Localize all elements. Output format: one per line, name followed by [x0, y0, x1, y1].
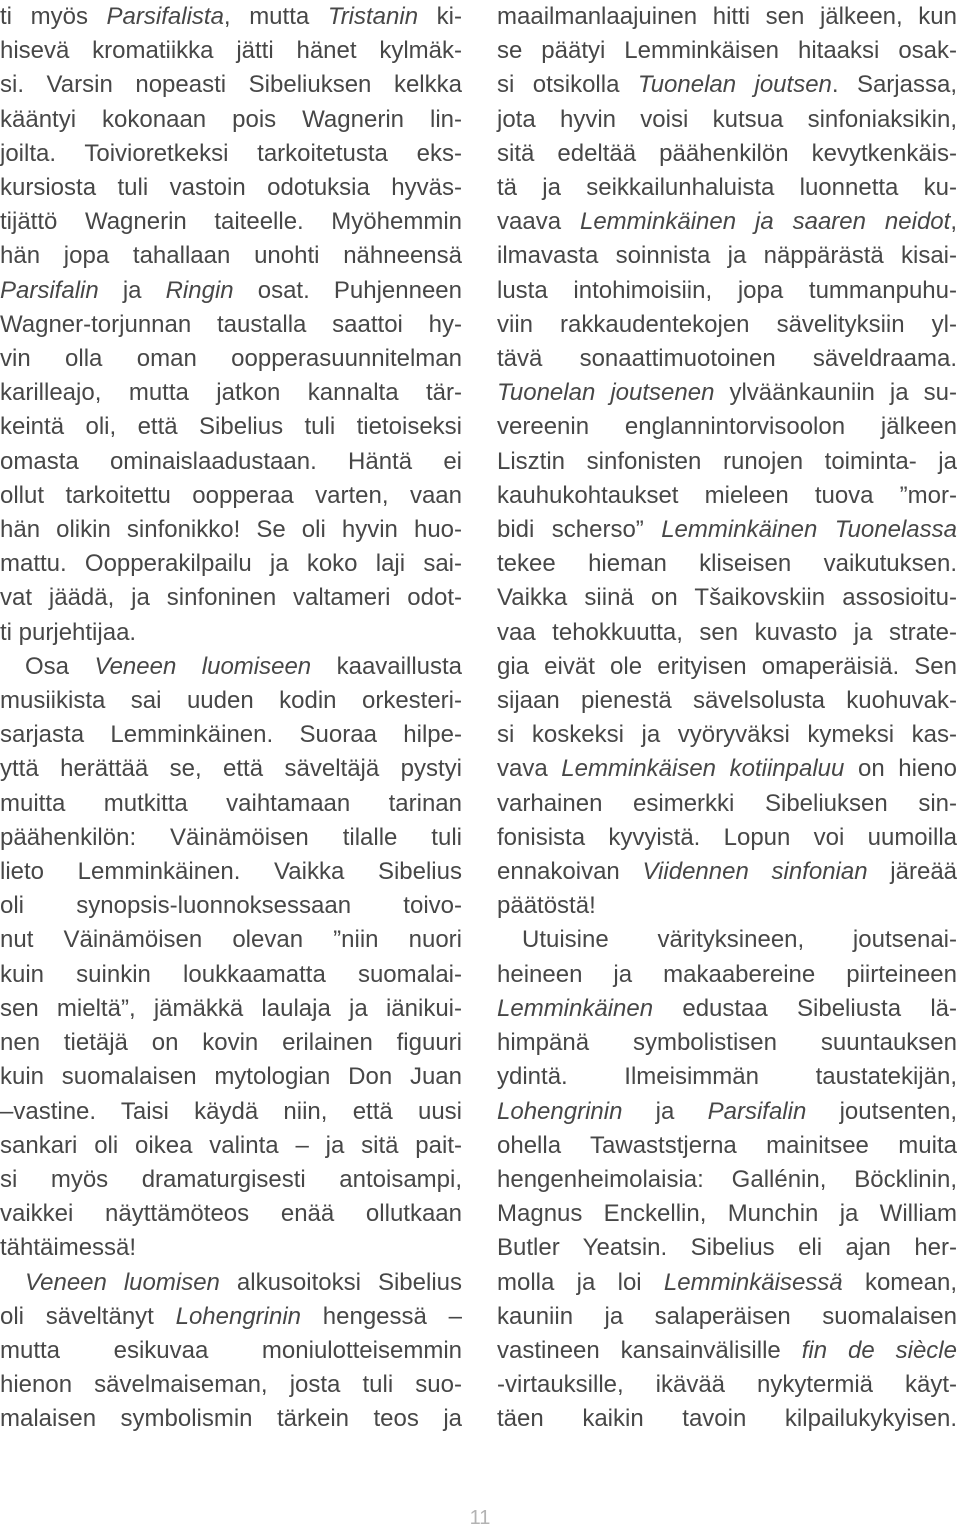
text-run: malaisen symbolismin tärkein teos ja	[0, 1405, 462, 1433]
text-run: päähenkilön: Väinämöisen tilalle tuli	[0, 823, 462, 851]
text-line	[0, 171, 462, 205]
text-run: ydintä. Ilmeisimmän taustatekijän,	[497, 1063, 957, 1091]
text-line	[497, 205, 957, 239]
text-run: kääntyi kokonaan pois Wagnerin lin-	[0, 105, 462, 133]
text-line	[497, 308, 957, 342]
text-run: vaikkei näyttämöteos enää ollutkaan	[0, 1200, 462, 1228]
text-run: järeää	[867, 858, 958, 886]
text-run: ilmavasta soinnista ja näppärästä kisai-	[497, 242, 957, 270]
text-run: lieto Lemminkäinen. Vaikka Sibelius	[0, 858, 462, 886]
text-run: hisevä kromatiikka jätti hänet kylmäk-	[0, 37, 462, 65]
text-run: tijättö Wagnerin taiteelle. Myöhemmin	[0, 208, 462, 236]
text-line	[497, 889, 957, 923]
text-run: gia eivät ole erityisen omaperäisiä. Sen	[497, 652, 957, 680]
text-line	[497, 513, 957, 547]
text-run: maailmanlaajuinen hitti sen jälkeen, kun	[497, 3, 957, 30]
text-run: sankari oli oikea valinta – ja sitä pait-	[0, 1131, 462, 1159]
text-line	[0, 547, 462, 581]
text-line	[0, 684, 462, 718]
text-line	[497, 547, 957, 581]
text-run: edustaa Sibeliusta lä-	[653, 994, 957, 1022]
text-run: Lisztin sinfonisten runojen toiminta- ja	[497, 447, 957, 475]
text-run: hän jopa tahallaan unohti nähneensä	[0, 242, 462, 270]
text-run: mattu. Oopperakilpailu ja koko laji sai-	[0, 550, 462, 578]
text-line	[0, 1368, 462, 1402]
text-run: on hieno	[844, 755, 957, 783]
text-line	[497, 1129, 957, 1163]
text-run: vereenin englannintorvisoolon jälkeen	[497, 413, 957, 441]
text-run: omasta ominaislaadustaan. Häntä ei	[0, 447, 462, 475]
text-line	[0, 376, 462, 410]
italic-title: Lemminkäisessä	[663, 1268, 843, 1296]
text-line	[0, 718, 462, 752]
italic-title: Parsifalista	[106, 3, 224, 30]
text-line	[0, 1129, 462, 1163]
italic-title: Viidennen sinfonian	[642, 858, 868, 886]
italic-title: fin de siècle	[801, 1336, 957, 1364]
text-line	[0, 445, 462, 479]
text-run: kursiosta tuli vastoin odotuksia hyväs-	[0, 174, 462, 202]
text-line	[0, 68, 462, 102]
text-run: sarjasta Lemminkäinen. Suoraa hilpe-	[0, 721, 462, 749]
text-line	[497, 821, 957, 855]
text-run: musiikista sai uuden kodin orkesteri-	[0, 687, 462, 715]
text-line	[0, 1266, 462, 1300]
italic-title: Veneen luomisen	[25, 1268, 220, 1296]
text-run: tävä sonaattimuotoinen säveldraama.	[497, 345, 957, 373]
text-line	[497, 103, 957, 137]
italic-title: Lemminkäinen Tuonelassa	[661, 516, 957, 544]
text-line	[0, 923, 462, 957]
text-line	[0, 958, 462, 992]
text-run: ylväänkauniin ja su-	[714, 379, 957, 407]
text-line	[497, 1300, 957, 1334]
text-line	[497, 171, 957, 205]
text-run: vaa tehokkuutta, sen kuvasto ja strate-	[497, 618, 957, 646]
paragraph	[0, 650, 462, 1266]
text-line	[0, 650, 462, 684]
text-line	[497, 1095, 957, 1129]
text-line	[497, 1026, 957, 1060]
text-run: kaavaillusta	[311, 652, 463, 680]
italic-title: Lohengrinin	[175, 1302, 302, 1330]
italic-title: Parsifalin	[707, 1097, 807, 1125]
text-line	[0, 581, 462, 615]
text-run: Wagner-torjunnan taustalla saattoi hy-	[0, 310, 462, 338]
text-line	[0, 410, 462, 444]
text-line	[0, 855, 462, 889]
text-line	[0, 787, 462, 821]
text-run: vin olla oman oopperasuunnitelman	[0, 345, 462, 373]
text-run: himpänä symbolistisen suuntauksen	[497, 1029, 957, 1057]
italic-title: Tristanin	[327, 3, 419, 30]
text-run: ohella Tawaststjerna mainitsee muita	[497, 1131, 957, 1159]
text-line	[497, 34, 957, 68]
text-run: yttä herättää se, että säveltäjä pystyi	[0, 755, 462, 783]
text-run: osat. Puhjenneen	[233, 276, 462, 304]
text-run: päätöstä!	[497, 892, 596, 920]
text-line	[0, 308, 462, 342]
text-line	[497, 479, 957, 513]
text-run: vava	[497, 755, 562, 783]
text-line	[497, 274, 957, 308]
text-run: . Sarjassa,	[831, 71, 957, 99]
text-run: mutta esikuvaa moniulotteisemmin	[0, 1336, 462, 1364]
italic-title: Lohengrinin	[497, 1097, 623, 1125]
text-line	[0, 239, 462, 273]
text-run: vastineen kansainvälisille	[497, 1336, 802, 1364]
text-line	[497, 239, 957, 273]
text-line	[0, 1026, 462, 1060]
text-run: heineen ja makaabereine piirteineen	[497, 960, 957, 988]
text-run: oli synopsis-luonnoksessaan toivo-	[0, 892, 462, 920]
text-run: hienon sävelmaiseman, josta tuli suo-	[0, 1371, 462, 1399]
text-run: ja	[622, 1097, 708, 1125]
text-line	[0, 103, 462, 137]
text-run: Vaikka siinä on Tšaikovskiin assosioitu-	[497, 584, 957, 612]
text-line	[0, 1060, 462, 1094]
italic-title: Ringin	[165, 276, 234, 304]
text-run: ki-	[418, 3, 462, 30]
text-line	[497, 581, 957, 615]
text-run: si otsikolla	[497, 71, 638, 99]
text-line	[0, 0, 462, 34]
text-run: si koskeksi ja vyöryväksi kymeksi kas-	[497, 721, 957, 749]
text-line	[0, 137, 462, 171]
text-line	[497, 1334, 957, 1368]
italic-title: Lemminkäinen	[497, 994, 654, 1022]
italic-title: Parsifalin	[0, 276, 99, 304]
text-run: viin rakkaudentekojen sävelityksiin yl-	[497, 310, 957, 338]
text-line	[0, 1334, 462, 1368]
text-run: Butler Yeatsin. Sibelius eli ajan her-	[497, 1234, 957, 1262]
text-run: vat jäädä, ja sinfoninen valtameri odot-	[0, 584, 462, 612]
text-line	[497, 1060, 957, 1094]
text-column-right	[497, 0, 957, 1437]
text-run: ollut tarkoitettu oopperaa varten, vaan	[0, 481, 462, 509]
text-run: ti purjehtijaa.	[0, 618, 137, 646]
text-line	[497, 1163, 957, 1197]
italic-title: Tuonelan joutsenen	[497, 379, 715, 407]
text-run: komean,	[842, 1268, 957, 1296]
text-run: tä ja seikkailunhaluista luonnetta ku-	[497, 174, 957, 202]
text-line	[497, 650, 957, 684]
text-run: ja	[98, 276, 166, 304]
text-line	[0, 616, 462, 650]
text-run: -virtauksille, ikävää nykytermiä käyt-	[497, 1371, 957, 1399]
text-line	[0, 1197, 462, 1231]
text-run: si. Varsin nopeasti Sibeliuksen kelkka	[0, 71, 462, 99]
text-line	[497, 1368, 957, 1402]
italic-title: Tuonelan joutsen	[637, 71, 832, 99]
text-run: oli säveltänyt	[0, 1302, 176, 1330]
text-run: karilleajo, mutta jatkon kannalta tär-	[0, 379, 462, 407]
text-line	[0, 889, 462, 923]
text-line	[497, 752, 957, 786]
text-line	[497, 923, 957, 957]
text-run: varhainen esimerkki Sibeliuksen sin-	[497, 789, 957, 817]
text-line	[0, 821, 462, 855]
text-run: täen kaikin tavoin kilpailukykyisen.	[497, 1405, 957, 1433]
text-run: kauniin ja salaperäisen suomalaisen	[497, 1302, 957, 1330]
text-line	[497, 992, 957, 1026]
text-run: fonisista kyvyistä. Lopun voi uumoilla	[497, 823, 957, 851]
text-line	[0, 342, 462, 376]
italic-title: Lemminkäinen ja saaren neidot	[579, 208, 951, 236]
text-line	[0, 1231, 462, 1265]
italic-title: Veneen luomiseen	[94, 652, 312, 680]
text-line	[0, 992, 462, 1026]
paragraph	[497, 923, 957, 1436]
text-column-left	[0, 0, 462, 1437]
text-run: kuin suomalaisen mytologian Don Juan	[0, 1063, 462, 1091]
text-run: joutsenten,	[806, 1097, 957, 1125]
text-line	[497, 1402, 957, 1436]
text-line	[0, 479, 462, 513]
text-run: Magnus Enckellin, Munchin ja William	[497, 1200, 957, 1228]
text-line	[497, 445, 957, 479]
text-run: tähtäimessä!	[0, 1234, 137, 1262]
text-line	[497, 1266, 957, 1300]
text-run: joilta. Toivioretkeksi tarkoitetusta eks-	[0, 139, 462, 167]
text-line	[497, 137, 957, 171]
text-line	[497, 68, 957, 102]
text-run: lusta intohimoisiin, jopa tummanpuhu-	[497, 276, 957, 304]
text-run: kauhukohtaukset mieleen tuova ”mor-	[497, 481, 957, 509]
text-run: se päätyi Lemminkäisen hitaaksi osak-	[497, 37, 957, 65]
text-run: si myös dramaturgisesti antoisampi,	[0, 1165, 462, 1193]
text-run: nen tietäjä on kovin erilainen figuuri	[0, 1029, 462, 1057]
text-line	[497, 0, 957, 34]
text-line	[0, 34, 462, 68]
text-run: muitta mutkitta vaihtamaan tarinan	[0, 789, 462, 817]
text-run: Utuisine värityksineen, joutsenai-	[522, 926, 957, 954]
text-run: nut Väinämöisen olevan ”niin nuori	[0, 926, 462, 954]
text-line	[497, 855, 957, 889]
text-run: hengessä –	[301, 1302, 462, 1330]
paragraph	[0, 1266, 462, 1437]
text-run: Osa	[25, 652, 95, 680]
text-line	[0, 274, 462, 308]
page-number: 11	[469, 1507, 491, 1529]
text-line	[0, 1095, 462, 1129]
text-line	[497, 410, 957, 444]
text-line	[0, 513, 462, 547]
text-line	[497, 718, 957, 752]
text-line	[497, 1231, 957, 1265]
text-line	[497, 616, 957, 650]
text-run: ,	[950, 208, 957, 236]
text-run: tekee hieman kliseisen vaikutuksen.	[497, 550, 957, 578]
text-run: jota hyvin voisi kutsua sinfoniaksikin,	[497, 105, 957, 133]
text-run: sen mieltä”, jämäkkä laulaja ja iänikui-	[0, 994, 462, 1022]
text-run: ennakoivan	[497, 858, 643, 886]
text-line	[497, 1197, 957, 1231]
text-line	[497, 958, 957, 992]
text-run: keintä oli, että Sibelius tuli tietoiseksi	[0, 413, 462, 441]
text-run: ti myös	[0, 3, 107, 30]
text-run: sitä edeltää päähenkilön kevytkenkäis-	[497, 139, 957, 167]
text-line	[497, 684, 957, 718]
text-run: vaava	[497, 208, 580, 236]
text-line	[497, 342, 957, 376]
text-line	[0, 752, 462, 786]
text-line	[0, 1163, 462, 1197]
text-run: sijaan pienestä sävelsolusta kuohuvak-	[497, 687, 957, 715]
text-run: bidi scherso”	[497, 516, 662, 544]
paragraph	[0, 0, 462, 650]
text-run: hengenheimolaisia: Gallénin, Böcklinin,	[497, 1165, 957, 1193]
text-run: alkusoitoksi Sibelius	[219, 1268, 462, 1296]
paragraph	[497, 0, 957, 923]
text-run: hän olikin sinfonikko! Se oli hyvin huo-	[0, 516, 462, 544]
text-line	[0, 205, 462, 239]
text-line	[497, 787, 957, 821]
text-run: molla ja loi	[497, 1268, 664, 1296]
text-run: , mutta	[223, 3, 328, 30]
text-line	[497, 376, 957, 410]
text-run: –vastine. Taisi käydä niin, että uusi	[0, 1097, 462, 1125]
text-line	[0, 1402, 462, 1436]
text-line	[0, 1300, 462, 1334]
italic-title: Lemminkäisen kotiinpaluu	[561, 755, 845, 783]
text-run: kuin suinkin loukkaamatta suomalai-	[0, 960, 462, 988]
